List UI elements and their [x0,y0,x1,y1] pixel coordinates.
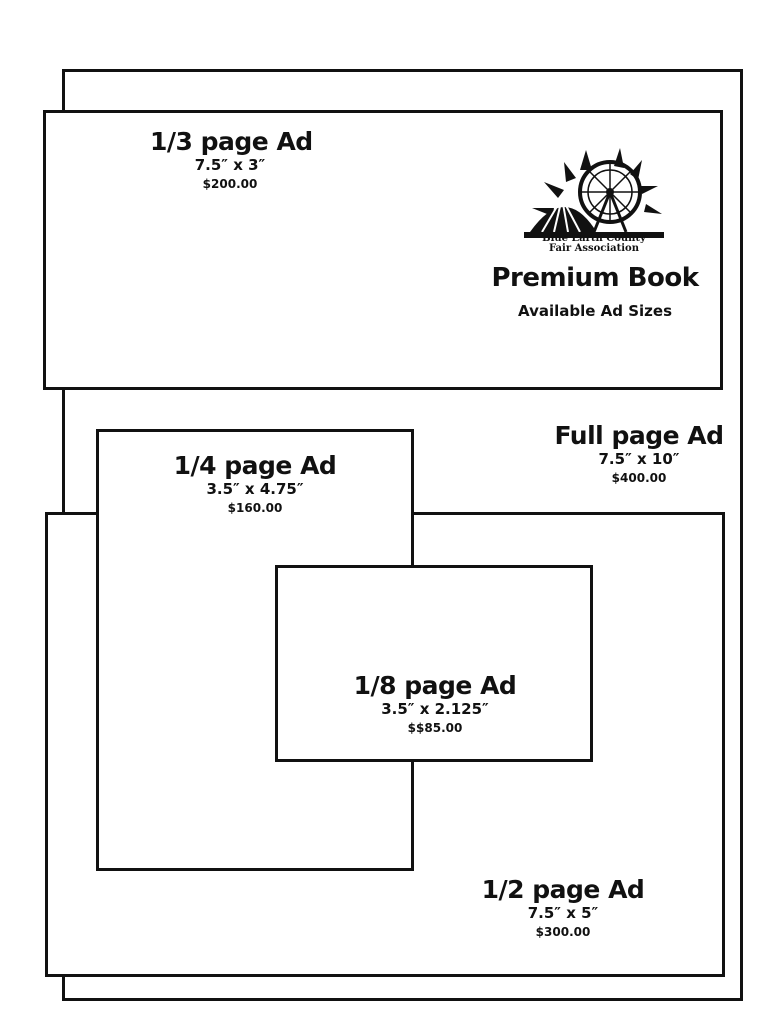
half-page-ad-size: 7.5″ x 5″ [527,904,599,922]
quarter-page-ad-price: $160.00 [227,501,283,515]
logo-text [520,234,668,254]
eighth-page-ad-title: 1/8 page Ad [353,671,517,700]
org-name-line1: Blue Earth County [542,233,646,244]
half-page-ad-label [468,876,658,940]
eighth-page-ad-label [335,672,535,736]
quarter-page-ad-size: 3.5″ x 4.75″ [206,480,304,498]
full-page-ad-title: Full page Ad [554,421,724,450]
third-page-ad-size: 7.5″ x 3″ [194,156,266,174]
available-ad-sizes-subheading: Available Ad Sizes [518,302,672,320]
premium-book-heading: Premium Book [491,263,699,293]
quarter-page-ad-title: 1/4 page Ad [173,451,337,480]
full-page-ad-size: 7.5″ x 10″ [598,450,680,468]
quarter-page-ad-label [160,452,350,516]
full-page-ad-label [546,422,732,486]
half-page-ad-price: $300.00 [535,925,591,939]
half-page-ad-title: 1/2 page Ad [481,875,645,904]
eighth-page-ad-size: 3.5″ x 2.125″ [381,700,489,718]
full-page-ad-price: $400.00 [611,471,667,485]
third-page-ad-price: $200.00 [202,177,258,191]
org-name-line2: Fair Association [549,243,639,254]
third-page-ad-title: 1/3 page Ad [150,127,313,156]
eighth-page-ad-price: $$85.00 [407,721,463,735]
third-page-ad-label [150,127,313,192]
